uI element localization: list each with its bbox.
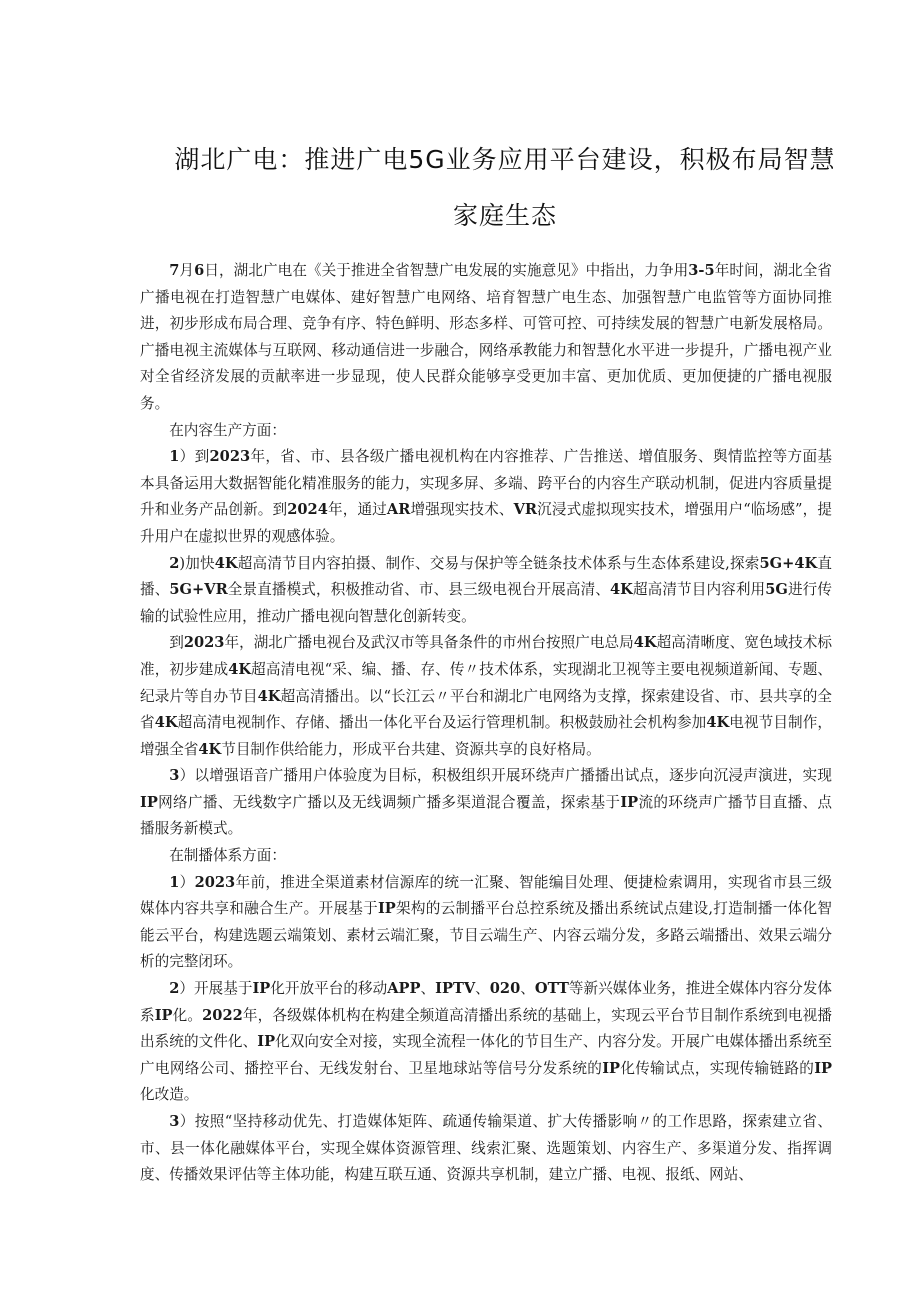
paragraph-content-2-detail: 到2023年，湖北广播电视台及武汉市等具备条件的市州台按照广电总局4K超高清晰度、宽色域技术标准，初步建成4K超高清电视“采、编、播、存、传〃技术体系，实现湖北卫视等主要电视频道新闻、专题、纪录片等自办节目4K超高清播出。以“长江云〃平台和湖北广电网络为支撑，探索建设省、市、县共享的全省4K超高清电视制作、存储、播出一体化平台及运行管理机制。积极鼓励社会机构参加4K电视节目制作，增强全省4K节目制作供给能力，形成平台共建、资源共享的良好格局。 (140, 634, 832, 758)
paragraph-content-2: 2)加快4K超高清节目内容拍摄、制作、交易与保护等全链条技术体系与生态体系建设,探索5G+4K直播、5G+VR全景直播模式，积极推动省、市、县三级电视台开展高清、4K超高清节目内容利用5G进行传输的试验性应用，推动广播电视向智慧化创新转变。 (140, 554, 832, 625)
section-heading-content-production: 在内容生产方面： (169, 421, 286, 439)
paragraph-broadcast-2: 2）开展基于IP化开放平台的移动APP、IPTV、020、OTT等新兴媒体业务，推进全媒体内容分发体系IP化。2022年，各级媒体机构在构建全频道高清播出系统的基础上，实现云平台节目制作系统到电视播出系统的文件化、IP化双向安全对接，实现全流程一体化的节目生产、内容分发。开展广电媒体播出系统至广电网络公司、播控平台、无线发射台、卫星地球站等信号分发系统的IP化传输试点，实现传输链路的IP化改造。 (140, 980, 832, 1104)
paragraph-broadcast-3: 3）按照“坚持移动优先、打造媒体矩阵、疏通传输渠道、扩大传播影响〃的工作思路，探索建立省、市、县一体化融媒体平台，实现全媒体资源管理、线索汇聚、选题策划、内容生产、多渠道分发、指挥调度、传播效果评估等主体功能，构建互联互通、资源共享机制，建立广播、电视、报纸、网站、 (140, 1113, 832, 1184)
document-title-line-1: 湖北广电：推进广电5G业务应用平台建设，积极布局智慧 (174, 145, 836, 174)
document-body (140, 258, 832, 1189)
paragraph-content-3: 3）以增强语音广播用户体验度为目标，积极组织开展环绕声广播播出试点，逐步向沉浸声演进，实现IP网络广播、无线数字广播以及无线调频广播多渠道混合覆盖，探索基于IP流的环绕声广播节目直播、点播服务新模式。 (140, 767, 832, 838)
paragraph-broadcast-1: 1）2023年前，推进全渠道素材信源库的统一汇聚、智能编目处理、便捷检索调用，实现省市县三级媒体内容共享和融合生产。开展基于IP架构的云制播平台总控系统及播出系统试点建设,打造制播一体化智能云平台，构建选题云端策划、素材云端汇聚，节目云端生产、内容云端分发，多路云端播出、效果云端分析的完整闭环。 (140, 873, 832, 971)
paragraph-intro: 7月6日，湖北广电在《关于推进全省智慧广电发展的实施意见》中指出，力争用3-5年时间，湖北全省广播电视在打造智慧广电媒体、建好智慧广电网络、培育智慧广电生态、加强智慧广电监管等方面协同推进，初步形成布局合理、竞争有序、特色鲜明、形态多样、可管可控、可持续发展的智慧广电新发展格局。广播电视主流媒体与互联网、移动通信进一步融合，网络承教能力和智慧化水平进一步提升，广播电视产业对全省经济发展的贡献率进一步显现，使人民群众能够享受更加丰富、更加优质、更加便捷的广播电视服务。 (140, 262, 832, 412)
section-heading-broadcast-system: 在制播体系方面： (169, 847, 286, 865)
paragraph-content-1: 1）到2023年，省、市、县各级广播电视机构在内容推荐、广告推送、增值服务、舆情监控等方面基本具备运用大数据智能化精准服务的能力，实现多屏、多端、跨平台的内容生产联动机制，促进内容质量提升和业务产品创新。到2024年，通过AR增强现实技术、VR沉浸式虚拟现实技术，增强用户“临场感”，提升用户在虚拟世界的观感体验。 (140, 448, 832, 545)
document-title-line-2: 家庭生态 (452, 201, 557, 230)
